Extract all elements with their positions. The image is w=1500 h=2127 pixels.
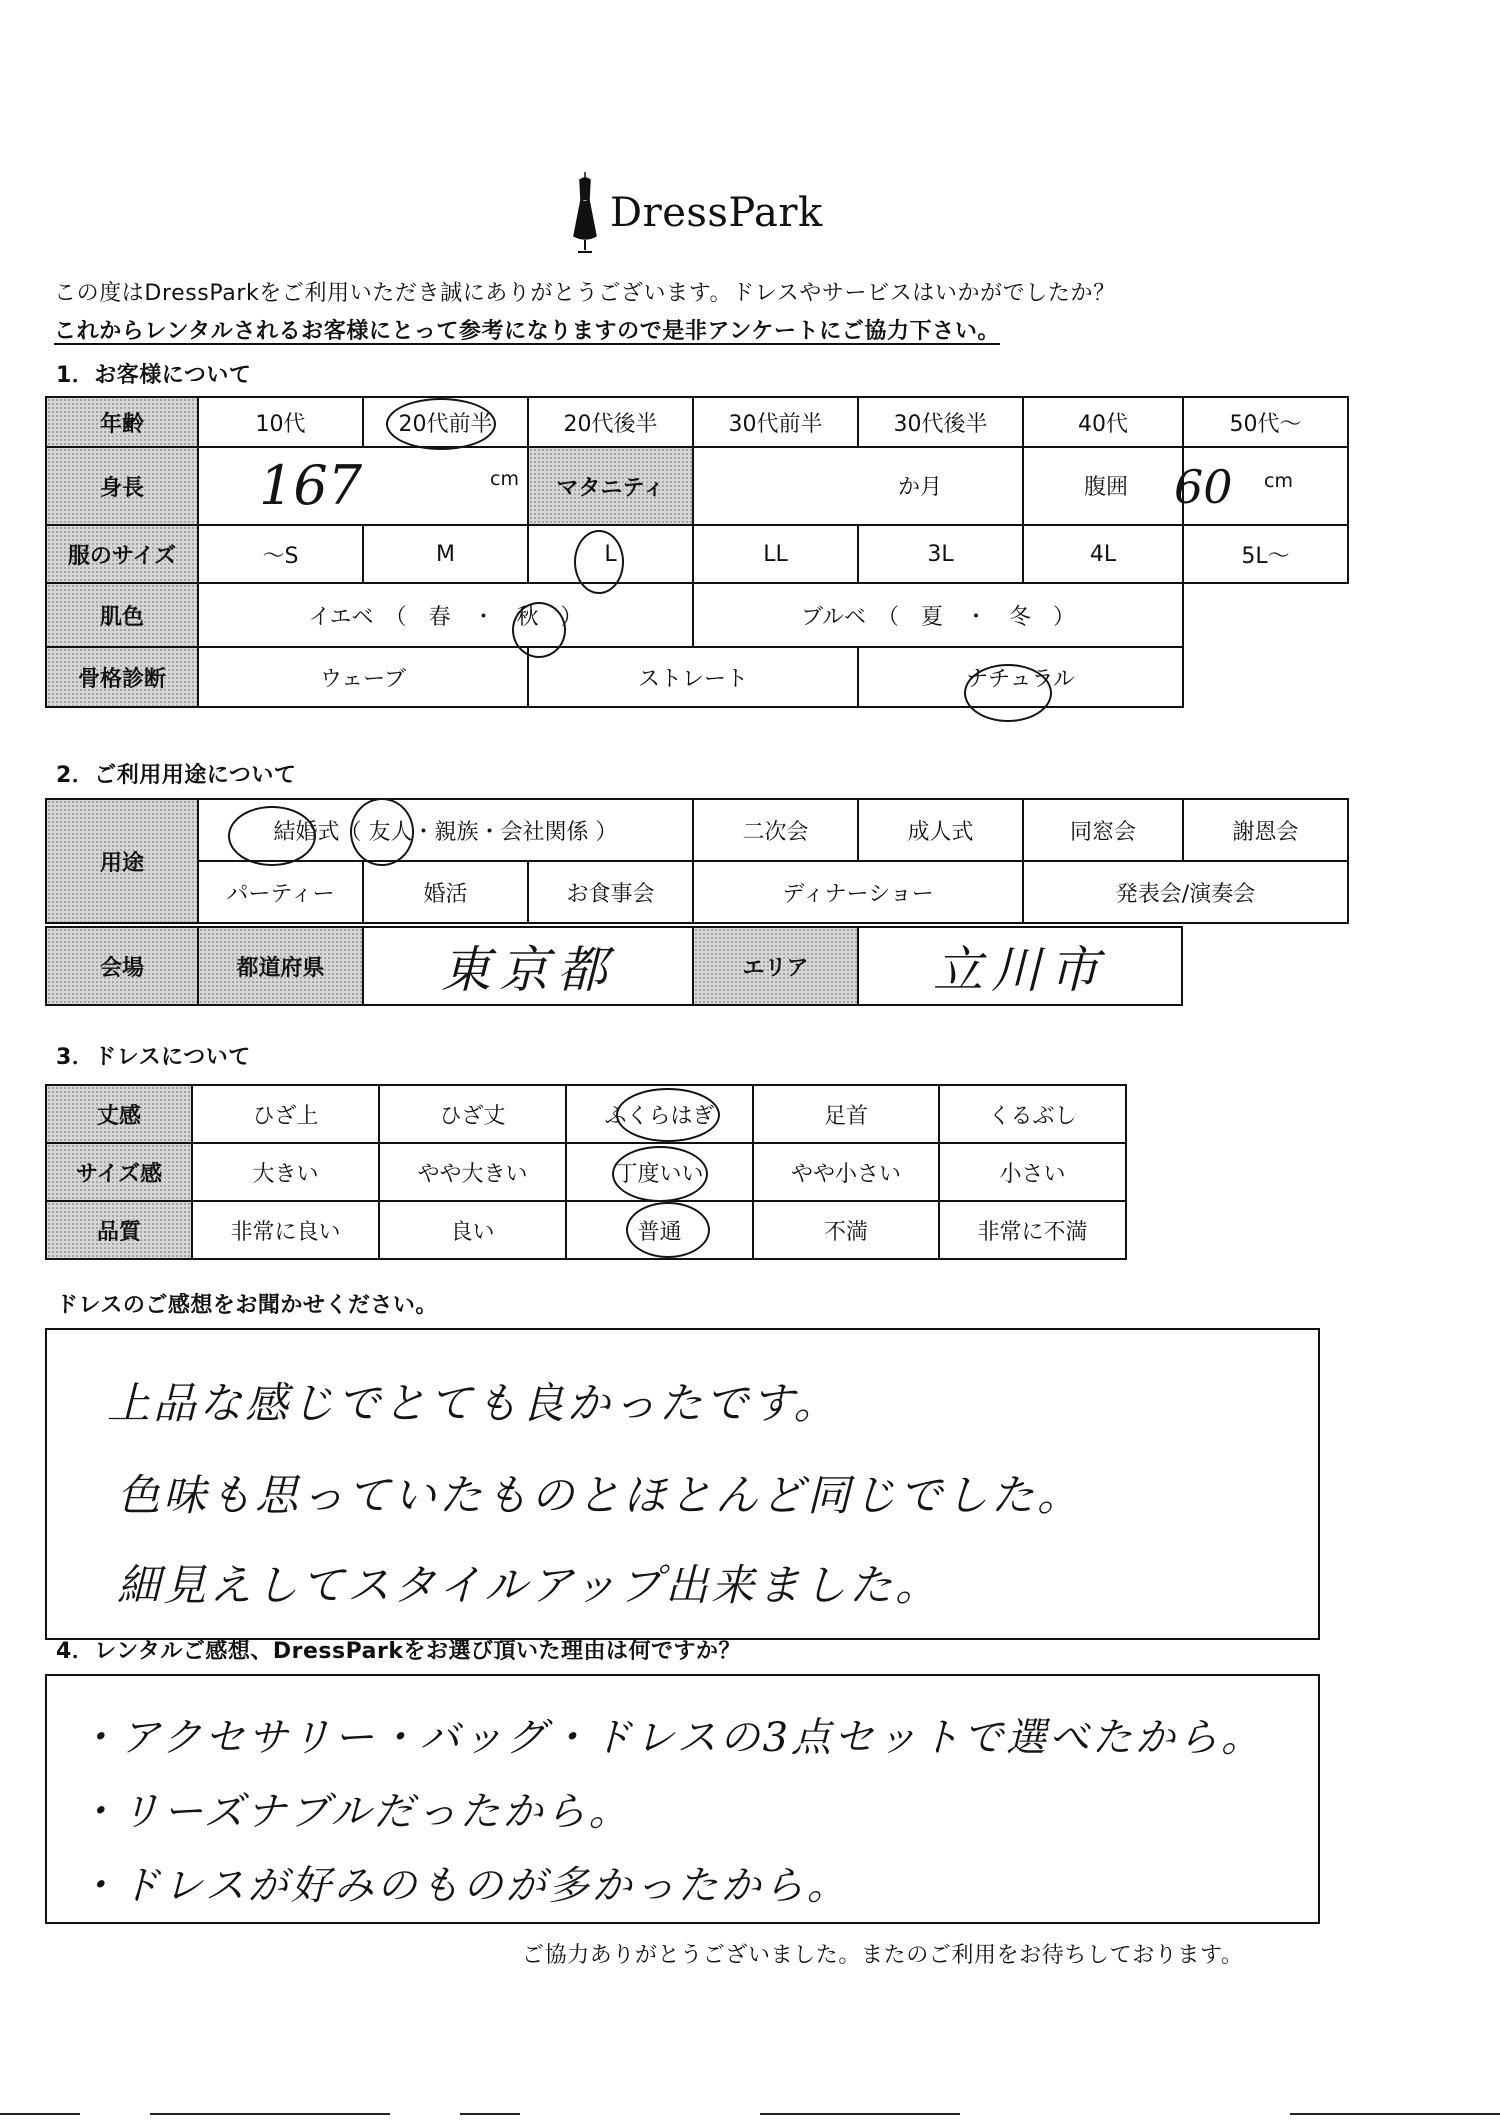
length-option[interactable]: ひざ丈 (379, 1085, 566, 1143)
frame-selection-circle (964, 664, 1052, 722)
dress-comment-prompt: ドレスのご感想をお聞かせください。 (56, 1293, 438, 1318)
purpose-option[interactable]: 同窓会 (1023, 799, 1183, 861)
height-value: 167 (259, 454, 363, 517)
section-3-title: 3．ドレスについて (56, 1045, 251, 1070)
fit-option[interactable]: やや小さい (753, 1143, 939, 1201)
age-label: 年齢 (46, 397, 198, 447)
prefecture-field[interactable] (363, 927, 693, 1005)
rental-reason-line: ・ドレスが好みのものが多かったから。 (77, 1863, 850, 1909)
age-option[interactable]: 20代後半 (528, 397, 693, 447)
purpose-option[interactable]: パーティー (198, 861, 363, 923)
empty-cell (1183, 647, 1348, 707)
purpose-option[interactable]: 発表会/演奏会 (1023, 861, 1348, 923)
waist-unit: cm (1264, 470, 1293, 492)
scan-artifact (0, 2113, 80, 2115)
size-label: 服のサイズ (46, 525, 198, 583)
dresspark-logo (568, 170, 823, 256)
fit-option[interactable]: 小さい (939, 1143, 1126, 1201)
size-option[interactable]: 3L (858, 525, 1023, 583)
prefecture-label: 都道府県 (198, 927, 363, 1005)
length-row (46, 1085, 1126, 1143)
skin-label: 肌色 (46, 583, 198, 647)
size-option[interactable]: 5L～ (1183, 525, 1348, 583)
length-option[interactable]: くるぶし (939, 1085, 1126, 1143)
purpose-wedding[interactable]: 結婚式（ 友人・親族・会社関係 ） (198, 799, 693, 861)
quality-label: 品質 (46, 1201, 192, 1259)
age-option[interactable]: 30代前半 (693, 397, 858, 447)
intro-line-2: これからレンタルされるお客様にとって参考になりますので是非アンケートにご協力下さい。 (54, 319, 1001, 344)
purpose-option[interactable]: 謝恩会 (1183, 799, 1348, 861)
quality-option-selected[interactable]: 普通 (566, 1201, 753, 1259)
dress-comment-line: 色味も思っていたものとほとんど同じでした。 (117, 1471, 1083, 1521)
purpose-option[interactable]: ディナーショー (693, 861, 1023, 923)
section-1-title: 1．お客様について (56, 363, 252, 388)
rental-reason-line: ・リーズナブルだったから。 (77, 1789, 632, 1835)
length-selection-circle (616, 1088, 720, 1142)
prefecture-value: 東京都 (441, 941, 615, 999)
empty-cell (1183, 583, 1348, 647)
brand-name: DressPark (610, 190, 823, 236)
skin-yellow-base[interactable]: イエベ （ 春 ・ 秋 ） (198, 583, 693, 647)
quality-option[interactable]: 非常に良い (192, 1201, 379, 1259)
fit-option[interactable]: やや大きい (379, 1143, 566, 1201)
quality-row (46, 1201, 1126, 1259)
intro-line-1: この度はDressParkをご利用いただき誠にありがとうございます。ドレスやサービスはいかがでしたか？ (54, 281, 1116, 306)
scan-artifact (1290, 2113, 1500, 2115)
dress-comment-line: 上品な感じでとても良かったです。 (107, 1379, 840, 1429)
area-label: エリア (693, 927, 858, 1005)
frame-row (46, 647, 1348, 707)
quality-option[interactable]: 不満 (753, 1201, 939, 1259)
dress-eval-table (45, 1084, 1127, 1260)
purpose-label: 用途 (46, 799, 198, 923)
fit-label: サイズ感 (46, 1143, 192, 1201)
dress-comment-box[interactable] (45, 1328, 1320, 1640)
size-option[interactable]: M (363, 525, 528, 583)
maternity-unit: か月 (897, 475, 942, 500)
scan-artifact (760, 2113, 960, 2115)
skin-blue-base[interactable]: ブルベ （ 夏 ・ 冬 ） (693, 583, 1183, 647)
section-4-title: 4．レンタルご感想、DressParkをお選び頂いた理由は何ですか？ (56, 1639, 741, 1664)
frame-option-selected[interactable]: ナチュラル (858, 647, 1183, 707)
size-selection-circle (574, 530, 624, 594)
purpose-option[interactable]: お食事会 (528, 861, 693, 923)
height-unit: cm (490, 468, 519, 490)
quality-option[interactable]: 良い (379, 1201, 566, 1259)
scan-artifact (150, 2113, 390, 2115)
frame-option[interactable]: ストレート (528, 647, 858, 707)
age-option-selected[interactable]: 20代前半 (363, 397, 528, 447)
section-2-title: 2．ご利用用途について (56, 763, 297, 788)
dress-mannequin-icon (568, 170, 602, 256)
waist-label-cell (1023, 447, 1183, 525)
wedding-selection-circle (228, 806, 316, 866)
frame-label: 骨格診断 (46, 647, 198, 707)
fit-selection-circle (612, 1146, 708, 1202)
length-option[interactable]: 足首 (753, 1085, 939, 1143)
waist-label: 腹囲 (1084, 475, 1129, 500)
fit-row (46, 1143, 1126, 1201)
friend-selection-circle (350, 798, 414, 866)
fit-option[interactable]: 大きい (192, 1143, 379, 1201)
height-label: 身長 (46, 447, 198, 525)
body-measure-row (46, 447, 1348, 525)
area-value: 立川市 (933, 941, 1107, 999)
size-row (46, 525, 1348, 583)
skin-selection-circle (512, 602, 566, 658)
height-field[interactable] (198, 447, 528, 525)
length-option-selected[interactable]: ふくらはぎ (566, 1085, 753, 1143)
customer-info-table (45, 396, 1349, 708)
fit-option-selected[interactable]: 丁度いい (566, 1143, 753, 1201)
age-option[interactable]: 50代～ (1183, 397, 1348, 447)
age-option[interactable]: 40代 (1023, 397, 1183, 447)
scan-artifact (460, 2113, 520, 2115)
venue-row (46, 927, 1182, 1005)
size-option[interactable]: 4L (1023, 525, 1183, 583)
maternity-field[interactable] (693, 447, 1023, 525)
area-field[interactable] (858, 927, 1182, 1005)
purpose-option[interactable]: 二次会 (693, 799, 858, 861)
venue-table (45, 926, 1183, 1006)
age-row (46, 397, 1348, 447)
rental-reason-line: ・アクセサリー・バッグ・ドレスの3点セットで選べたから。 (77, 1715, 1265, 1761)
dress-comment-line: 細見えしてスタイルアップ出来ました。 (117, 1561, 942, 1611)
length-label: 丈感 (46, 1085, 192, 1143)
size-option[interactable]: LL (693, 525, 858, 583)
footer-thanks: ご協力ありがとうございました。またのご利用をお待ちしております。 (522, 1943, 1244, 1968)
quality-option[interactable]: 非常に不満 (939, 1201, 1126, 1259)
age-selection-circle (386, 398, 496, 450)
age-option[interactable]: 10代 (198, 397, 363, 447)
frame-option[interactable]: ウェーブ (198, 647, 528, 707)
purpose-option[interactable]: 成人式 (858, 799, 1023, 861)
purpose-option[interactable]: 婚活 (363, 861, 528, 923)
quality-selection-circle (626, 1202, 710, 1258)
size-option[interactable]: ～S (198, 525, 363, 583)
rental-reason-box[interactable] (45, 1674, 1320, 1924)
purpose-row-2 (46, 861, 1348, 923)
waist-value: 60 (1174, 460, 1233, 514)
skin-tone-row (46, 583, 1348, 647)
waist-field[interactable] (1174, 447, 1348, 525)
size-option-selected[interactable]: L (528, 525, 693, 583)
length-option[interactable]: ひざ上 (192, 1085, 379, 1143)
maternity-label: マタニティ (528, 447, 693, 525)
venue-label: 会場 (46, 927, 198, 1005)
age-option[interactable]: 30代後半 (858, 397, 1023, 447)
